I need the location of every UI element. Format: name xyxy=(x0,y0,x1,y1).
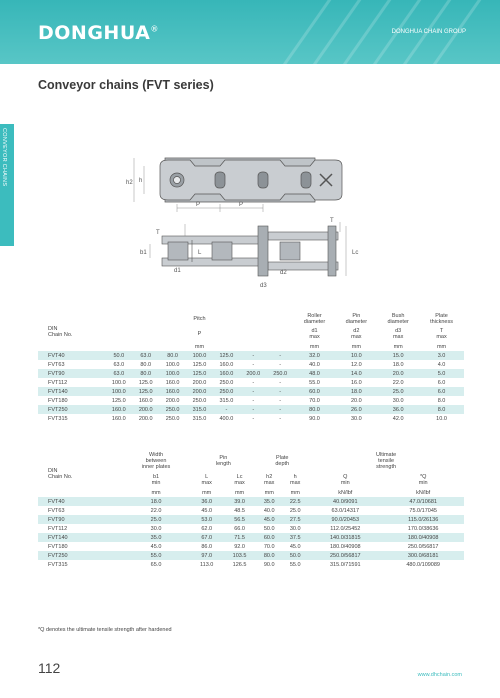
value-cell: 80.0 xyxy=(140,361,152,368)
strength-dimensions-table: DIN Chain No. Width between inner plates Pin length Plate depth Ultimate tensile strength b1 min L max Lc max h2 max h max Q min *Q min mm mm mm mm mm kN/lbf kN/lbf FVT40 18.0 36.0 39.0 35.0 22.5 40.0/9091 47.0/10681 FVT63 22.0 45.0 48.5 40.0 25.0 63.0/14317 75.0/17045 FVT90 25.0 53.0 56.5 45.0 27.5 90.0/20453 115.0/26136 FVT112 30.0 62.0 66.0 50.0 30.0 112.0/25452 170.0/38636 FVT140 35.0 67.0 71.5 60.0 37.5 140.0/31815 180.0/40908 FVT180 45.0 86.0 92.0 70.0 45.0 180.0/40908 250.0/56817 FVT250 55.0 97.0 103.5 80.0 50.0 250.0/56817 300.0/68181 FVT315 65.0 113.0 126.5 90.0 55.0 315.0/71591 480.0/109089 xyxy=(38,450,464,569)
chain-no-cell: FVT250 xyxy=(38,405,105,414)
chain-no-cell: FVT315 xyxy=(48,415,68,422)
value-cell: 32.0 xyxy=(294,351,336,360)
chain-no-cell: FVT90 xyxy=(38,369,105,378)
value-cell: 125.0 xyxy=(192,361,207,368)
chain-no-cell: FVT40 xyxy=(38,497,122,506)
table-row xyxy=(38,560,464,569)
value-cell: 125.0 xyxy=(213,351,240,360)
svg-text:d2: d2 xyxy=(280,270,287,276)
value-cell: 480.0/109089 xyxy=(406,561,440,568)
page-number: 112 xyxy=(38,660,61,676)
svg-text:b1: b1 xyxy=(140,250,147,256)
svg-text:T: T xyxy=(156,230,160,236)
page-title: Conveyor chains (FVT series) xyxy=(38,78,214,92)
value-cell: 250.0 xyxy=(267,369,294,378)
table-row xyxy=(38,515,464,524)
value-cell: 400.0 xyxy=(219,415,234,422)
brand-logo: DONGHUA® xyxy=(38,22,159,44)
value-cell: 65.0 xyxy=(150,561,162,568)
value-cell: 63.0 xyxy=(105,369,132,378)
value-cell: - xyxy=(267,387,294,396)
value-cell: 5.0 xyxy=(419,369,464,378)
value-cell: 50.0 xyxy=(105,351,132,360)
svg-text:d1: d1 xyxy=(174,268,181,274)
chain-no-cell: FVT180 xyxy=(48,543,68,550)
value-cell: 45.0 xyxy=(150,543,162,550)
value-cell: 30.0 xyxy=(289,525,301,532)
svg-text:T: T xyxy=(330,218,334,224)
value-cell: 70.0 xyxy=(309,397,320,404)
value-cell: 25.0 xyxy=(289,507,301,514)
value-cell: 92.0 xyxy=(234,543,245,550)
value-cell: 160.0 xyxy=(105,405,132,414)
value-cell: 125.0 xyxy=(138,379,153,386)
value-cell: 115.0/26136 xyxy=(382,515,464,524)
table-row xyxy=(38,405,464,414)
chain-no-cell: FVT40 xyxy=(38,351,105,360)
pitch-dimensions-table: DIN Chain No. Pitch Roller diameter Pin diameter Bush diameter Plate thickness P d1 max d2 max d3 max T max mm mm mm mm mm FVT40 50.0 63.0 80.0 100.0 125.0 - - 32.0 10.0 15.0 3.0 FVT63 63.0 80.0 100.0 125.0 160.0 - - 40.0 12.0 18.0 4.0 FVT90 63.0 80.0 100.0 125.0 160.0 200.0 250.0 48.0 14.0 20.0 5.0 FVT112 100.0 125.0 160.0 200.0 250.0 - - 55.0 16.0 22.0 6.0 FVT140 100.0 125.0 160.0 200.0 250.0 - - 60.0 18.0 25.0 6.0 FVT180 125.0 160.0 200.0 250.0 315.0 - - 70.0 20.0 30.0 8.0 FVT250 160.0 200.0 250.0 315.0 - - - 80.0 26.0 36.0 8.0 FVT315 160.0 200.0 250.0 315.0 400.0 - - 90.0 30.0 42.0 10.0 xyxy=(38,312,464,423)
value-cell: 90.0/20453 xyxy=(308,515,382,524)
value-cell: 66.0 xyxy=(234,525,245,532)
footnote: *Q denotes the ultimate tensile strength after hardened xyxy=(38,627,172,633)
value-cell: - xyxy=(252,361,255,368)
value-cell: 125.0 xyxy=(186,369,213,378)
value-cell: - xyxy=(267,405,294,414)
value-cell: - xyxy=(252,415,255,422)
value-cell: 75.0/17045 xyxy=(409,507,437,514)
table-row xyxy=(38,360,464,369)
value-cell: 62.0 xyxy=(201,525,213,532)
value-cell: 112.0/25452 xyxy=(330,525,361,532)
value-cell: 180.0/40908 xyxy=(329,543,361,550)
page-header xyxy=(0,0,500,64)
value-cell: 200.0 xyxy=(192,379,207,386)
value-cell: 71.5 xyxy=(223,533,256,542)
value-cell: 40.0 xyxy=(263,507,275,514)
chain-no-cell: FVT140 xyxy=(38,533,122,542)
value-cell: - xyxy=(279,415,282,422)
value-cell: 12.0 xyxy=(350,361,362,368)
value-cell: 39.0 xyxy=(223,497,256,506)
value-cell: 200.0 xyxy=(186,387,213,396)
value-cell: 250.0 xyxy=(219,379,234,386)
value-cell: 60.0 xyxy=(294,387,336,396)
value-cell: - xyxy=(252,379,255,386)
table-row xyxy=(38,396,464,405)
value-cell: 37.5 xyxy=(282,533,308,542)
value-cell: 45.0 xyxy=(289,543,301,550)
value-cell: 40.0/9091 xyxy=(308,497,382,506)
value-cell: 42.0 xyxy=(392,415,404,422)
value-cell: 27.5 xyxy=(282,515,308,524)
value-cell: 40.0 xyxy=(309,361,320,368)
value-cell: 8.0 xyxy=(419,405,464,414)
value-cell: 6.0 xyxy=(437,379,446,386)
value-cell: 55.0 xyxy=(122,551,191,560)
value-cell: 250.0 xyxy=(213,387,240,396)
value-cell: 25.0 xyxy=(122,515,191,524)
chain-no-cell: FVT90 xyxy=(38,515,122,524)
svg-text:Lc: Lc xyxy=(352,250,359,256)
table-row xyxy=(38,378,464,387)
chain-no-cell: FVT112 xyxy=(48,525,68,532)
value-cell: 200.0 xyxy=(138,415,153,422)
value-cell: 60.0 xyxy=(256,533,282,542)
value-cell: 250.0/56817 xyxy=(407,543,439,550)
svg-text:L: L xyxy=(198,250,202,256)
value-cell: 3.0 xyxy=(419,351,464,360)
value-cell: 300.0/68181 xyxy=(382,551,464,560)
table-row xyxy=(38,351,464,360)
value-cell: 80.0 xyxy=(256,551,282,560)
value-cell: 250.0 xyxy=(159,405,186,414)
value-cell: 48.0 xyxy=(294,369,336,378)
table-row xyxy=(38,369,464,378)
value-cell: 97.0 xyxy=(191,551,223,560)
table-row xyxy=(38,542,464,551)
value-cell: 100.0 xyxy=(186,351,213,360)
table-row xyxy=(38,551,464,560)
chain-no-cell: FVT315 xyxy=(48,561,68,568)
value-cell: 50.0 xyxy=(263,525,275,532)
value-cell: 160.0 xyxy=(138,397,153,404)
value-cell: - xyxy=(240,405,267,414)
table-row xyxy=(38,497,464,506)
value-cell: 250.0 xyxy=(192,397,207,404)
value-cell: 160.0 xyxy=(159,387,186,396)
value-cell: 103.5 xyxy=(223,551,256,560)
chain-no-cell: FVT63 xyxy=(48,361,65,368)
value-cell: 100.0 xyxy=(105,387,132,396)
value-cell: 48.5 xyxy=(234,507,245,514)
svg-text:P: P xyxy=(239,202,244,208)
value-cell: 140.0/31815 xyxy=(308,533,382,542)
value-cell: 4.0 xyxy=(437,361,446,368)
value-cell: 26.0 xyxy=(335,405,377,414)
table-row xyxy=(38,533,464,542)
value-cell: 20.0 xyxy=(377,369,419,378)
value-cell: - xyxy=(279,361,282,368)
value-cell: 315.0 xyxy=(186,405,213,414)
value-cell: 63.0 xyxy=(132,351,159,360)
group-name: DONGHUA CHAIN GROUP xyxy=(391,29,466,35)
value-cell: 18.0 xyxy=(122,497,191,506)
svg-text:h: h xyxy=(139,178,143,184)
value-cell: 6.0 xyxy=(419,387,464,396)
value-cell: 90.0 xyxy=(309,415,320,422)
chain-no-cell: FVT112 xyxy=(48,379,68,386)
value-cell: 113.0 xyxy=(200,561,214,568)
value-cell: 10.0 xyxy=(436,415,447,422)
value-cell: 160.0 xyxy=(213,369,240,378)
value-cell: 160.0 xyxy=(111,415,126,422)
value-cell: 10.0 xyxy=(335,351,377,360)
value-cell: 160.0 xyxy=(219,361,234,368)
value-cell: 80.0 xyxy=(132,369,159,378)
value-cell: - xyxy=(240,351,267,360)
value-cell: 315.0/71591 xyxy=(329,561,361,568)
value-cell: 56.5 xyxy=(223,515,256,524)
value-cell: 55.0 xyxy=(289,561,301,568)
chain-no-cell: FVT63 xyxy=(48,507,65,514)
value-cell: 90.0 xyxy=(263,561,275,568)
value-cell: 86.0 xyxy=(201,543,213,550)
value-cell: 15.0 xyxy=(377,351,419,360)
value-cell: 100.0 xyxy=(111,379,126,386)
value-cell: - xyxy=(267,351,294,360)
value-cell: 22.0 xyxy=(392,379,404,386)
value-cell: 55.0 xyxy=(309,379,320,386)
value-cell: 250.0/56817 xyxy=(308,551,382,560)
website-url: www.dhchain.com xyxy=(417,672,462,678)
value-cell: 315.0 xyxy=(219,397,234,404)
value-cell: 100.0 xyxy=(165,361,180,368)
value-cell: 36.0 xyxy=(377,405,419,414)
value-cell: 67.0 xyxy=(191,533,223,542)
value-cell: 63.0/14317 xyxy=(331,507,360,514)
value-cell: 53.0 xyxy=(191,515,223,524)
value-cell: 20.0 xyxy=(350,397,362,404)
value-cell: - xyxy=(252,397,255,404)
value-cell: 250.0 xyxy=(165,415,180,422)
value-cell: 100.0 xyxy=(159,369,186,378)
value-cell: 8.0 xyxy=(437,397,446,404)
chain-diagram xyxy=(120,144,380,294)
value-cell: - xyxy=(279,397,282,404)
value-cell: - xyxy=(213,405,240,414)
value-cell: 18.0 xyxy=(335,387,377,396)
value-cell: 63.0 xyxy=(113,361,125,368)
value-cell: 80.0 xyxy=(294,405,336,414)
value-cell: 200.0 xyxy=(240,369,267,378)
value-cell: 45.0 xyxy=(256,515,282,524)
value-cell: 30.0 xyxy=(350,415,362,422)
value-cell: 35.0 xyxy=(256,497,282,506)
svg-text:d3: d3 xyxy=(260,283,267,289)
value-cell: 315.0 xyxy=(192,415,207,422)
table-row xyxy=(38,506,464,515)
value-cell: 35.0 xyxy=(122,533,191,542)
value-cell: 180.0/40908 xyxy=(382,533,464,542)
value-cell: 14.0 xyxy=(335,369,377,378)
value-cell: 80.0 xyxy=(159,351,186,360)
value-cell: 18.0 xyxy=(392,361,404,368)
value-cell: 45.0 xyxy=(201,507,213,514)
value-cell: 22.0 xyxy=(150,507,162,514)
svg-text:h2: h2 xyxy=(126,180,133,186)
value-cell: 47.0/10681 xyxy=(382,497,464,506)
value-cell: 160.0 xyxy=(165,379,180,386)
value-cell: 126.5 xyxy=(232,561,247,568)
value-cell: 125.0 xyxy=(132,387,159,396)
value-cell: 22.5 xyxy=(282,497,308,506)
value-cell: 200.0 xyxy=(132,405,159,414)
value-cell: 125.0 xyxy=(111,397,126,404)
table-row xyxy=(38,414,464,423)
value-cell: 25.0 xyxy=(377,387,419,396)
value-cell: 36.0 xyxy=(191,497,223,506)
chain-no-cell: FVT180 xyxy=(48,397,68,404)
value-cell: 70.0 xyxy=(263,543,275,550)
chain-no-cell: FVT140 xyxy=(38,387,105,396)
value-cell: 30.0 xyxy=(392,397,404,404)
chain-no-cell: FVT250 xyxy=(38,551,122,560)
value-cell: 200.0 xyxy=(165,397,180,404)
value-cell: 30.0 xyxy=(150,525,162,532)
table-row xyxy=(38,387,464,396)
value-cell: - xyxy=(279,379,282,386)
svg-text:P: P xyxy=(196,202,201,208)
value-cell: - xyxy=(240,387,267,396)
value-cell: 50.0 xyxy=(282,551,308,560)
section-tab: CONVEYOR CHAINS xyxy=(0,124,14,246)
value-cell: 16.0 xyxy=(350,379,362,386)
table-row xyxy=(38,524,464,533)
value-cell: 170.0/38636 xyxy=(407,525,439,532)
